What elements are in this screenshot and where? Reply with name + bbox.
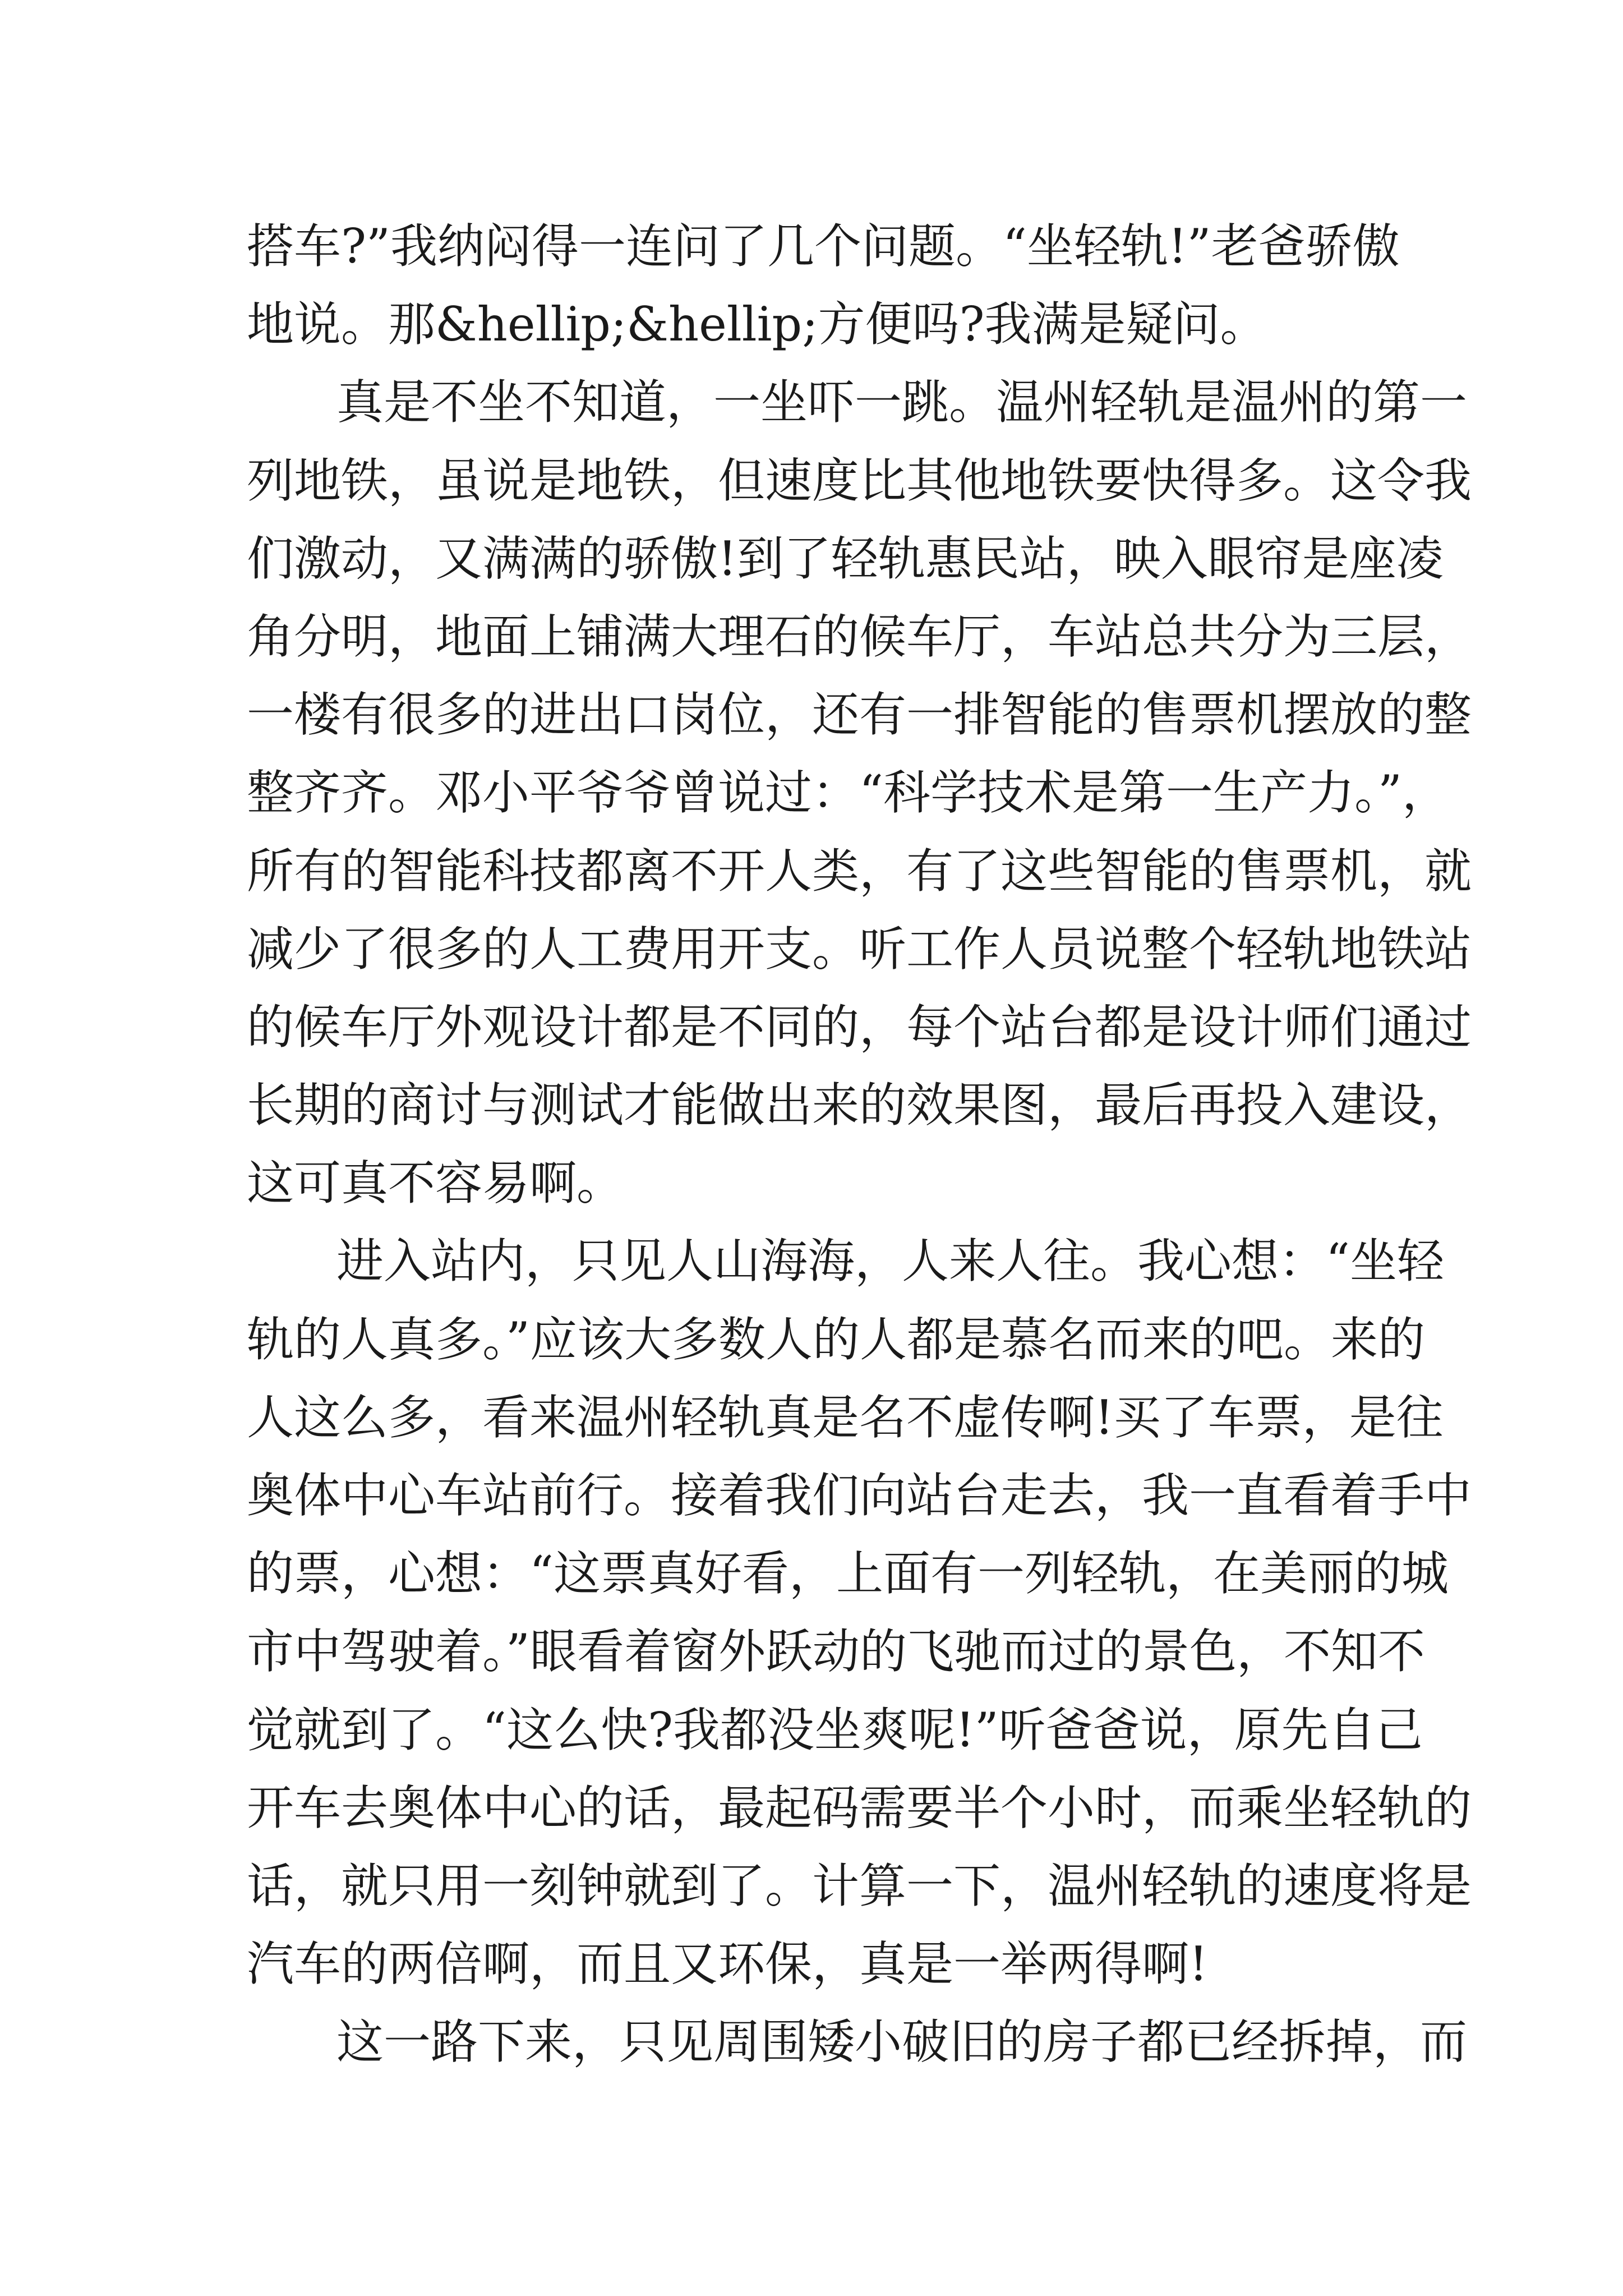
- paragraph-1: [247, 208, 1400, 364]
- text-line: 汽车的两倍啊，而且又环保，真是一举两得啊!: [247, 1936, 1208, 1992]
- text-line: 这可真不容易啊。: [247, 1156, 624, 1211]
- paragraph-2: [247, 364, 1472, 1222]
- text-line: 市中驾驶着。”眼看着窗外跃动的飞驰而过的景色，不知不: [247, 1624, 1425, 1680]
- document-body: [247, 208, 1472, 2082]
- text-line: 们激动，又满满的骄傲!到了轻轨惠民站，映入眼帘是座凌: [247, 531, 1444, 586]
- text-line: 进入站内，只见人山海海，人来人往。我心想：“坐轻: [336, 1234, 1444, 1289]
- text-line: 列地铁，虽说是地铁，但速度比其他地铁要快得多。这令我: [247, 453, 1472, 508]
- paragraph-4: [247, 2003, 1468, 2081]
- text-line: 角分明，地面上铺满大理石的候车厅，车站总共分为三层，: [247, 609, 1472, 664]
- text-line: 所有的智能科技都离不开人类，有了这些智能的售票机，就: [247, 843, 1472, 899]
- text-line: 奥体中心车站前行。接着我们向站台走去，我一直看着手中: [247, 1468, 1472, 1523]
- text-line: 地说。那&hellip;&hellip;方便吗?我满是疑问。: [247, 297, 1267, 352]
- text-line: 搭车?”我纳闷得一连问了几个问题。“坐轻轨!”老爸骄傲: [247, 219, 1400, 274]
- text-line: 一楼有很多的进出口岗位，还有一排智能的售票机摆放的整: [247, 687, 1472, 743]
- text-line: 真是不坐不知道，一坐吓一跳。温州轻轨是温州的第一: [336, 375, 1468, 430]
- paragraph-3: [247, 1222, 1472, 2003]
- text-line: 整齐齐。邓小平爷爷曾说过：“科学技术是第一生产力。”，: [247, 765, 1449, 821]
- text-line: 这一路下来，只见周围矮小破旧的房子都已经拆掉，而: [336, 2014, 1468, 2070]
- text-line: 长期的商讨与测试才能做出来的效果图，最后再投入建设，: [247, 1078, 1472, 1133]
- text-line: 轨的人真多。”应该大多数人的人都是慕名而来的吧。来的: [247, 1312, 1425, 1367]
- text-line: 话，就只用一刻钟就到了。计算一下，温州轻轨的速度将是: [247, 1858, 1472, 1913]
- text-line: 的候车厅外观设计都是不同的，每个站台都是设计师们通过: [247, 999, 1472, 1055]
- text-line: 人这么多，看来温州轻轨真是名不虚传啊!买了车票，是往: [247, 1389, 1444, 1445]
- text-line: 减少了很多的人工费用开支。听工作人员说整个轻轨地铁站: [247, 921, 1472, 977]
- text-line: 觉就到了。“这么快?我都没坐爽呢!”听爸爸说，原先自己: [247, 1702, 1423, 1757]
- text-line: 的票，心想：“这票真好看，上面有一列轻轨，在美丽的城: [247, 1546, 1449, 1602]
- text-line: 开车去奥体中心的话，最起码需要半个小时，而乘坐轻轨的: [247, 1780, 1472, 1835]
